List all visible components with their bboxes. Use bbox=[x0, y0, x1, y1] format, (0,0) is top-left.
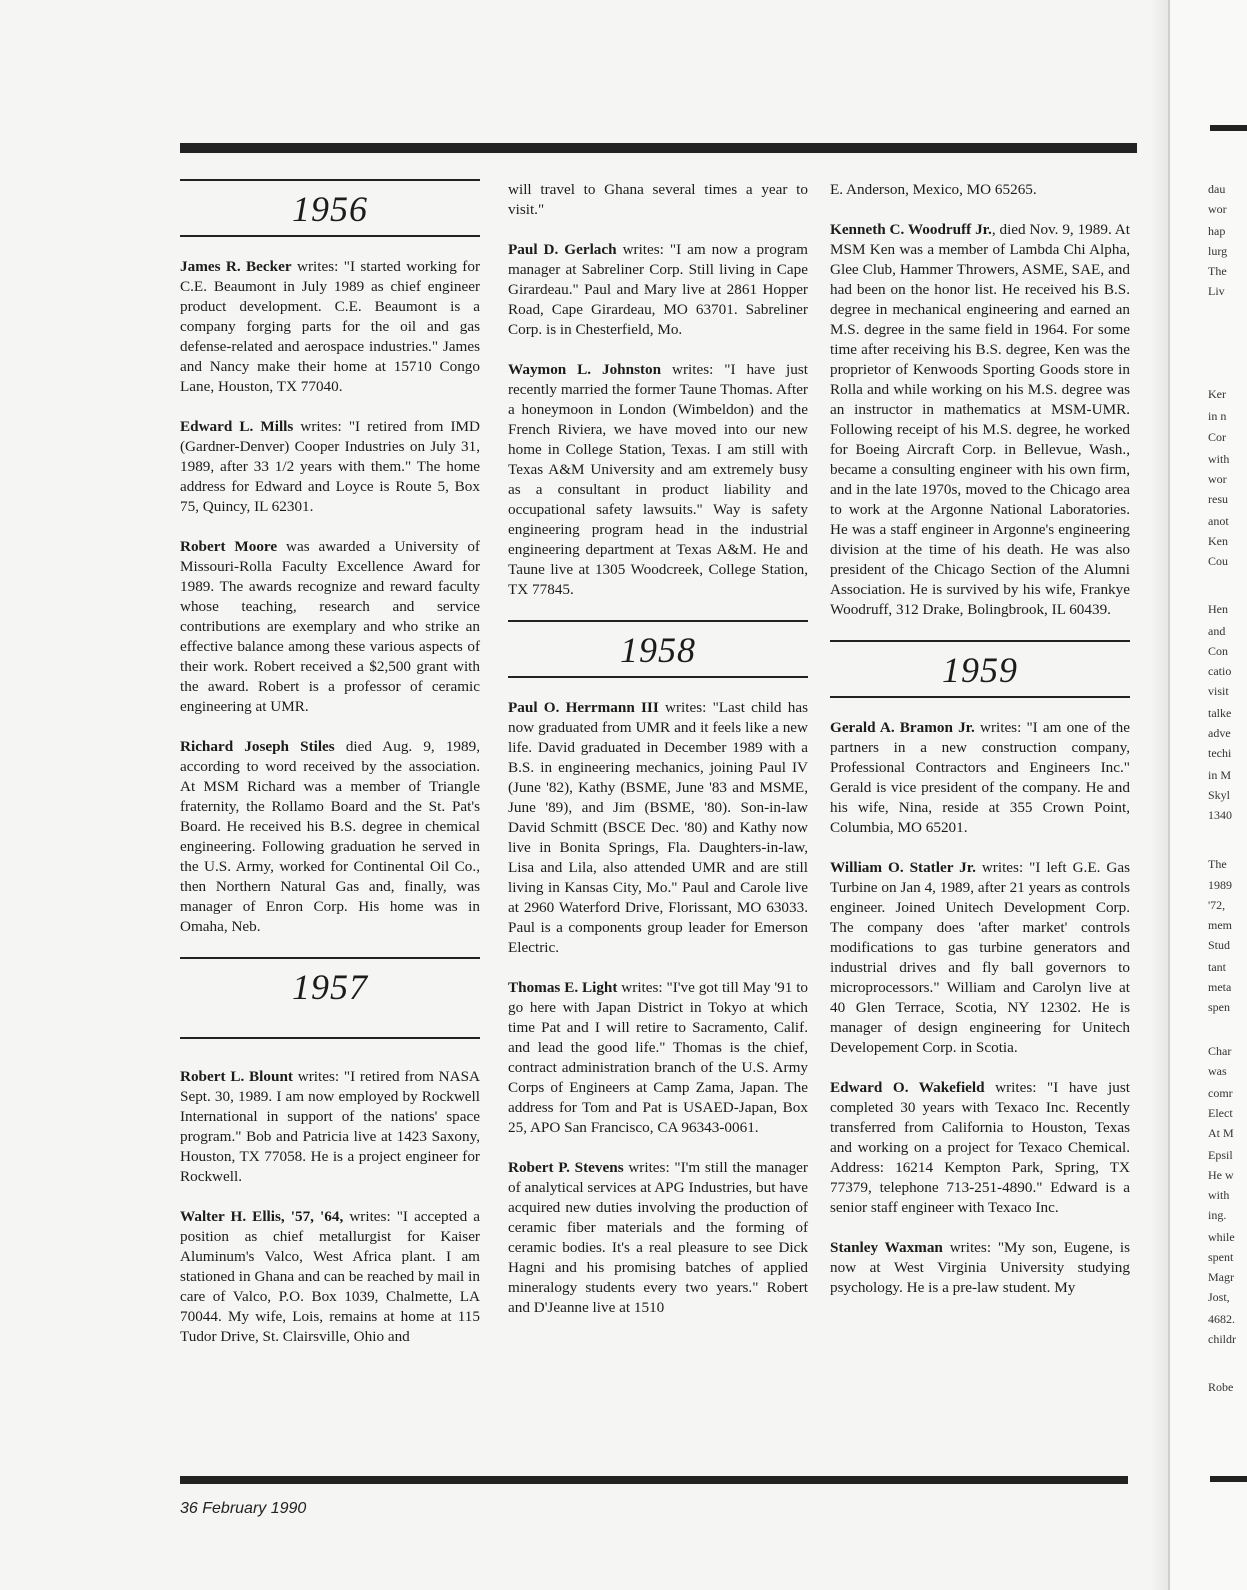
entry bbox=[508, 240, 808, 340]
facing-page-fragment: Hen bbox=[1208, 602, 1228, 616]
facing-page-fragment: Cor bbox=[1208, 430, 1226, 444]
facing-page-fragment: with bbox=[1208, 452, 1230, 466]
entry bbox=[830, 858, 1130, 1058]
entry-name: Walter H. Ellis, '57, '64, bbox=[180, 1208, 344, 1225]
facing-page-fragment: resu bbox=[1208, 492, 1228, 506]
entry-name: Stanley Waxman bbox=[830, 1239, 943, 1256]
entry-name: Robert Moore bbox=[180, 538, 278, 555]
year-heading-1959 bbox=[830, 640, 1130, 698]
entry bbox=[830, 220, 1130, 620]
facing-page-fragment: spent bbox=[1208, 1250, 1234, 1264]
facing-page-fragment: Epsil bbox=[1208, 1148, 1233, 1162]
year-heading-1956 bbox=[180, 179, 480, 237]
entry bbox=[508, 978, 808, 1138]
entry-name: Robert L. Blount bbox=[180, 1068, 293, 1085]
entry bbox=[180, 417, 480, 517]
facing-page-fragment: tant bbox=[1208, 960, 1226, 974]
facing-page-fragment: 4682. bbox=[1208, 1312, 1235, 1326]
facing-page-fragment: The bbox=[1208, 264, 1227, 278]
facing-page-fragment: Stud bbox=[1208, 938, 1231, 952]
entry-continued: will travel to Ghana several times a year to visit." bbox=[508, 181, 808, 218]
facing-page-fragment: comr bbox=[1208, 1086, 1233, 1100]
facing-page-fragment: in M bbox=[1208, 768, 1232, 782]
entry bbox=[180, 1067, 480, 1187]
facing-page-fragment: Char bbox=[1208, 1044, 1232, 1058]
year-label: 1957 bbox=[292, 967, 368, 1007]
facing-page-fragment: Cou bbox=[1208, 554, 1229, 568]
column-1 bbox=[180, 175, 480, 1367]
facing-page-fragment: 1340 bbox=[1208, 808, 1232, 822]
entry-text: writes: "I am one of the partners in a new construction company, Professional Contractors and Engineers Inc." Gerald is vice president of the company. He and his wife, Nina, reside at 355 Crown Point, Columbia, MO 65201. bbox=[830, 719, 1131, 836]
facing-page-fragment: hap bbox=[1208, 224, 1226, 238]
entry-text: writes: "I'm still the manager of analytical services at APG Industries, but have acquired new duties involving the production of ceramic fiber materials and the forming of ceramic bodies. It's a real pleasure to see Dick Hagni and his promising batches of applied mineralogy students every two years." Robert and D'Jeanne live at 1510 bbox=[508, 1159, 808, 1316]
facing-page-fragment: Elect bbox=[1208, 1106, 1233, 1120]
year-heading-1958 bbox=[508, 620, 808, 678]
facing-page-fragment: He w bbox=[1208, 1168, 1234, 1182]
facing-page-fragment: wor bbox=[1208, 202, 1227, 216]
facing-page-fragment: while bbox=[1208, 1230, 1235, 1244]
top-rule bbox=[180, 143, 1137, 153]
entry-text: writes: "I retired from NASA Sept. 30, 1989. I am now employed by Rockwell International in support of the nations' space program." Bob and Patricia live at 1423 Saxony, Houston, TX 77058. He is a project engineer for Rockwell. bbox=[180, 1068, 480, 1185]
year-label: 1956 bbox=[292, 189, 368, 229]
entry bbox=[180, 737, 480, 937]
entry bbox=[830, 1078, 1130, 1218]
facing-page-rule bbox=[1210, 125, 1247, 131]
facing-page-fragment: At M bbox=[1208, 1126, 1234, 1140]
facing-page-fragment: Skyl bbox=[1208, 788, 1231, 802]
facing-page-rule bbox=[1210, 1476, 1247, 1482]
entry bbox=[830, 1238, 1130, 1298]
entry-name: Edward L. Mills bbox=[180, 418, 294, 435]
facing-page-fragment: in n bbox=[1208, 409, 1227, 423]
facing-page-fragment: dau bbox=[1208, 182, 1226, 196]
facing-page-fragment: '72, bbox=[1208, 898, 1226, 912]
facing-page-fragment: Jost, bbox=[1208, 1290, 1230, 1304]
facing-page-fragment: mem bbox=[1208, 918, 1232, 932]
facing-page-fragment: wor bbox=[1208, 472, 1227, 486]
entry-text: writes: "Last child has now graduated from UMR and it feels like a new life. David graduated in December 1989 with a B.S. in engineering mechanics, joining Paul IV (June '82), Kathy (BSME, June '83 and MSME, June '89), and Jim (BSME, '80). Son-in-law David Schmitt (BSCE Dec. '80) and Kathy now live in Bonita Springs, Fla. Daughters-in-law, Lisa and Lila, also attended UMR and are still living in Kansas City, Mo." Paul and Carole live at 2960 Waterford Drive, Florissant, MO 63033. Paul is a components group leader for Emerson Electric. bbox=[508, 699, 808, 956]
entry-text: writes: "I retired from IMD (Gardner-Denver) Cooper Industries on July 31, 1989, after 33 1/2 years with them." The home address for Edward and Loyce is Route 5, Box 75, Quincy, IL 62301. bbox=[180, 418, 480, 515]
entry bbox=[508, 360, 808, 600]
bottom-rule bbox=[180, 1476, 1128, 1484]
facing-page-fragment: Robe bbox=[1208, 1380, 1234, 1394]
facing-page-fragment: catio bbox=[1208, 664, 1232, 678]
column-2 bbox=[508, 180, 808, 1338]
facing-page-fragment: Liv bbox=[1208, 284, 1225, 298]
facing-page-fragment: Con bbox=[1208, 644, 1229, 658]
facing-page-fragment: visit bbox=[1208, 684, 1229, 698]
entry-continued: E. Anderson, Mexico, MO 65265. bbox=[830, 181, 1037, 198]
year-label: 1958 bbox=[620, 630, 696, 670]
entry-name: Gerald A. Bramon Jr. bbox=[830, 719, 975, 736]
entry bbox=[830, 718, 1130, 838]
facing-page-fragment: anot bbox=[1208, 514, 1229, 528]
facing-page-fragment: lurg bbox=[1208, 244, 1228, 258]
entry-text: writes: "I have just recently married the former Taune Thomas. After a honeymoon in London (Wimbeldon) and the French Riviera, we have moved into our new home in College Station, Texas. I am still with Texas A&M University and am extremely busy as a consultant in product liability and occupational safety lawsuits." Way is safety engineering program head in the industrial engineering department at Texas A&M. He and Taune live at 1305 Woodcreek, College Station, TX 77845. bbox=[508, 361, 808, 598]
facing-page-fragment: Magr bbox=[1208, 1270, 1234, 1284]
facing-page-fragment: Ker bbox=[1208, 387, 1226, 401]
facing-page-fragment: The bbox=[1208, 857, 1227, 871]
facing-page-fragment: spen bbox=[1208, 1000, 1230, 1014]
facing-page-fragment: was bbox=[1208, 1064, 1227, 1078]
entry-text: writes: "I am now a program manager at Sabreliner Corp. Still living in Cape Girardeau." Paul and Mary live at 2861 Hopper Road, Cape Girardeau, MO 63701. Sabreliner Corp. is in Chesterfield, Mo. bbox=[508, 241, 808, 338]
facing-page-fragment: adve bbox=[1208, 726, 1231, 740]
entry bbox=[180, 257, 480, 397]
facing-page-fragment: ing. bbox=[1208, 1208, 1227, 1222]
entry-name: Thomas E. Light bbox=[508, 979, 618, 996]
entry-name: Kenneth C. Woodruff Jr. bbox=[830, 221, 992, 238]
page-gutter-shadow bbox=[1150, 0, 1170, 1590]
entry bbox=[508, 1158, 808, 1318]
entry bbox=[180, 537, 480, 717]
facing-page-fragment: and bbox=[1208, 624, 1226, 638]
entry-text: writes: "I started working for C.E. Beaumont in July 1989 as chief engineer product development. C.E. Beaumont is a company forging parts for the oil and gas defense-related and aerospace industries." James and Nancy make their home at 15710 Congo Lane, Houston, TX 77040. bbox=[180, 258, 481, 395]
entry-text: writes: "My son, Eugene, is now at West Virginia University studying psychology. He is a pre-law student. My bbox=[830, 1239, 1130, 1296]
entry-name: Edward O. Wakefield bbox=[830, 1079, 985, 1096]
entry-text: died Aug. 9, 1989, according to word received by the association. At MSM Richard was a member of Triangle fraternity, the Rollamo Board and the St. Pat's Board. He received his B.S. degree in chemical engineering. Following graduation he served in the U.S. Army, worked for Continental Oil Co., then Northern Natural Gas and, finally, was manager of Enron Corp. His home was in Omaha, Neb. bbox=[180, 738, 481, 935]
year-heading-1957 bbox=[180, 957, 480, 1039]
facing-page-fragment: Ken bbox=[1208, 534, 1228, 548]
entry-text: , died Nov. 9, 1989. At MSM Ken was a member of Lambda Chi Alpha, Glee Club, Hammer Throwers, ASME, SAE, and had been on the honor list. He received his B.S. degree in mechanical engineering and earned an M.S. degree in the same field in 1964. For some time after receiving his B.S. degree, Ken was the proprietor of Kenwoods Sporting Goods store in Rolla and while working on his M.S. degree was an instructor in mathematics at MSM-UMR. Following receipt of his M.S. degree, he worked for Boeing Aircraft Corp. in Bellevue, Wash., became a consulting engineer with his own firm, and in the late 1970s, moved to the Chicago area to work at the Argonne National Laboratories. He was a staff engineer in Argonne's engineering division at the time of his death. He was also president of the Chicago Section of the Alumni Association. He is survived by his wife, Frankye Woodruff, 312 Drake, Bolingbrook, IL 60439. bbox=[830, 221, 1130, 618]
entry-text: writes: "I accepted a position as chief metallurgist for Kaiser Aluminum's Valco, West Africa plant. I am stationed in Ghana and can be reached by mail in care of Valco, P.O. Box 1039, Chalmette, LA 70044. My wife, Lois, remains at home at 115 Tudor Drive, St. Clairsville, Ohio and bbox=[180, 1208, 480, 1345]
facing-page-fragment: with bbox=[1208, 1188, 1230, 1202]
entry-name: Robert P. Stevens bbox=[508, 1159, 624, 1176]
entry-name: Richard Joseph Stiles bbox=[180, 738, 335, 755]
entry bbox=[180, 1207, 480, 1347]
facing-page-fragment: techi bbox=[1208, 746, 1232, 760]
entry-name: Paul O. Herrmann III bbox=[508, 699, 659, 716]
entry-name: James R. Becker bbox=[180, 258, 292, 275]
page-footer: 36 February 1990 bbox=[180, 1500, 307, 1517]
entry-text: writes: "I've got till May '91 to go here with Japan District in Tokyo at which time Pat and I will retire to Sacramento, Calif. and lead the good life." Thomas is the chief, contract administration branch of the U.S. Army Corps of Engineers at Camp Zama, Japan. The address for Tom and Pat is USAED-Japan, Box 25, APO San Francisco, CA 96343-0061. bbox=[508, 979, 809, 1136]
facing-page-fragment: talke bbox=[1208, 706, 1232, 720]
year-label: 1959 bbox=[942, 650, 1018, 690]
facing-page-fragment: 1989 bbox=[1208, 878, 1232, 892]
facing-page-fragment: meta bbox=[1208, 980, 1232, 994]
facing-page-fragment: childr bbox=[1208, 1332, 1236, 1346]
entry-text: was awarded a University of Missouri-Rolla Faculty Excellence Award for 1989. The awards recognize and reward faculty whose teaching, research and service contributions are exemplary and who strike an effective balance among these various aspects of their work. Robert received a $2,500 grant with the award. Robert is a professor of ceramic engineering at UMR. bbox=[180, 538, 480, 715]
entry-name: Waymon L. Johnston bbox=[508, 361, 662, 378]
entry-name: Paul D. Gerlach bbox=[508, 241, 617, 258]
entry bbox=[508, 698, 808, 958]
entry-text: writes: "I left G.E. Gas Turbine on Jan 4, 1989, after 21 years as controls engineer. Joined Unitech Development Corp. The company does 'after market' controls modifications to gas turbine generators and industrial drives and fly ball governors to microprocessors." William and Carolyn live at 40 Glen Terrace, Scotia, NY 12302. He is manager of design engineering for Unitech Developement Corp. in Scotia. bbox=[830, 859, 1130, 1056]
entry-text: writes: "I have just completed 30 years with Texaco Inc. Recently transferred from California to Houston, Texas and working on a project for Texaco Chemical. Address: 16214 Kempton Park, Spring, TX 77379, telephone 713-251-4890." Edward is a senior staff engineer with Texaco Inc. bbox=[830, 1079, 1130, 1216]
column-3 bbox=[830, 180, 1130, 1318]
entry-name: William O. Statler Jr. bbox=[830, 859, 976, 876]
